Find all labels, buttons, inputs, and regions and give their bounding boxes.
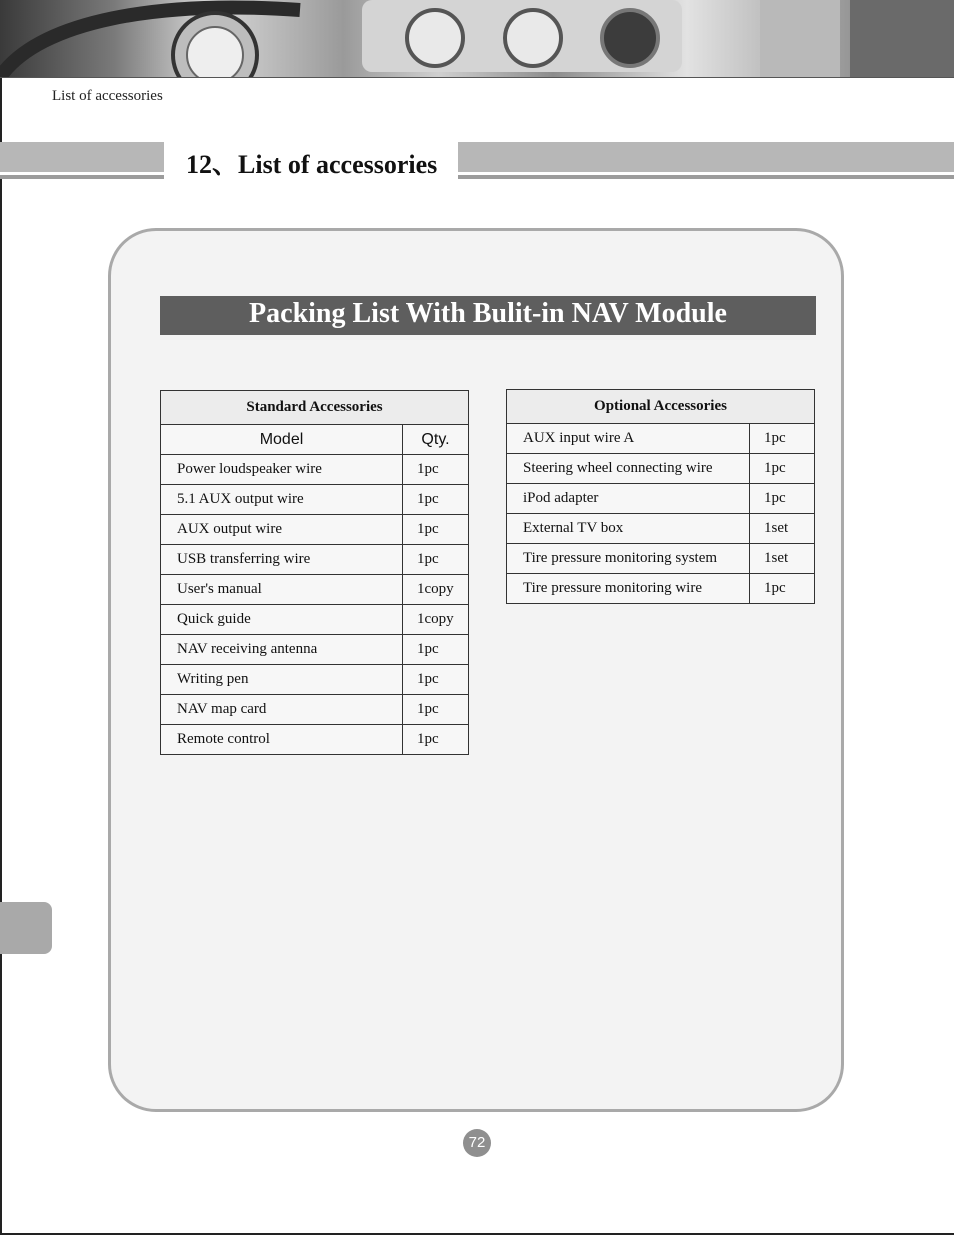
model-cell: AUX output wire — [161, 515, 403, 545]
model-cell: NAV receiving antenna — [161, 635, 403, 665]
section-bar-left — [0, 142, 164, 175]
qty-cell: 1pc — [750, 424, 815, 454]
table-row — [161, 455, 469, 485]
section-bar-right — [458, 142, 954, 175]
table-row — [161, 665, 469, 695]
qty-cell: 1pc — [750, 484, 815, 514]
qty-cell: 1copy — [403, 575, 469, 605]
qty-cell: 1pc — [403, 485, 469, 515]
optional-accessories-table — [506, 389, 815, 604]
qty-cell: 1pc — [750, 454, 815, 484]
model-cell: AUX input wire A — [507, 424, 750, 454]
table-row — [161, 545, 469, 575]
qty-cell: 1set — [750, 514, 815, 544]
qty-cell: 1pc — [403, 695, 469, 725]
qty-cell: 1pc — [403, 725, 469, 755]
model-cell: Quick guide — [161, 605, 403, 635]
model-cell: Writing pen — [161, 665, 403, 695]
table-row — [507, 454, 815, 484]
model-cell: NAV map card — [161, 695, 403, 725]
table-row — [507, 514, 815, 544]
model-cell: Tire pressure monitoring wire — [507, 574, 750, 604]
table-row — [507, 574, 815, 604]
standard-accessories-table — [160, 390, 469, 755]
packing-list-title: Packing List With Bulit-in NAV Module — [160, 296, 816, 335]
side-tab-marker — [0, 902, 52, 954]
table-row — [161, 695, 469, 725]
table-row — [507, 544, 815, 574]
table-row — [161, 515, 469, 545]
section-title: 12、List of accessories — [186, 150, 438, 179]
model-cell: Power loudspeaker wire — [161, 455, 403, 485]
model-cell: Tire pressure monitoring system — [507, 544, 750, 574]
qty-cell: 1pc — [403, 455, 469, 485]
qty-cell: 1copy — [403, 605, 469, 635]
table-row — [161, 485, 469, 515]
qty-cell: 1pc — [403, 545, 469, 575]
model-cell: Remote control — [161, 725, 403, 755]
model-cell: 5.1 AUX output wire — [161, 485, 403, 515]
running-header: List of accessories — [52, 88, 163, 104]
model-column-header: Model — [161, 425, 403, 455]
qty-cell: 1pc — [403, 635, 469, 665]
qty-cell: 1set — [750, 544, 815, 574]
qty-cell: 1pc — [750, 574, 815, 604]
table-row — [507, 424, 815, 454]
model-cell: Steering wheel connecting wire — [507, 454, 750, 484]
model-cell: USB transferring wire — [161, 545, 403, 575]
optional-accessories-caption: Optional Accessories — [507, 390, 815, 424]
model-cell: User's manual — [161, 575, 403, 605]
qty-cell: 1pc — [403, 515, 469, 545]
qty-cell: 1pc — [403, 665, 469, 695]
model-cell: iPod adapter — [507, 484, 750, 514]
dashboard-illustration — [0, 0, 954, 77]
standard-accessories-caption: Standard Accessories — [161, 391, 469, 425]
header-banner-image — [0, 0, 954, 78]
qty-column-header: Qty. — [403, 425, 469, 455]
page-number-badge: 72 — [463, 1129, 491, 1157]
table-row — [161, 605, 469, 635]
model-cell: External TV box — [507, 514, 750, 544]
table-row — [161, 575, 469, 605]
table-row — [161, 725, 469, 755]
table-row — [161, 635, 469, 665]
table-row — [507, 484, 815, 514]
